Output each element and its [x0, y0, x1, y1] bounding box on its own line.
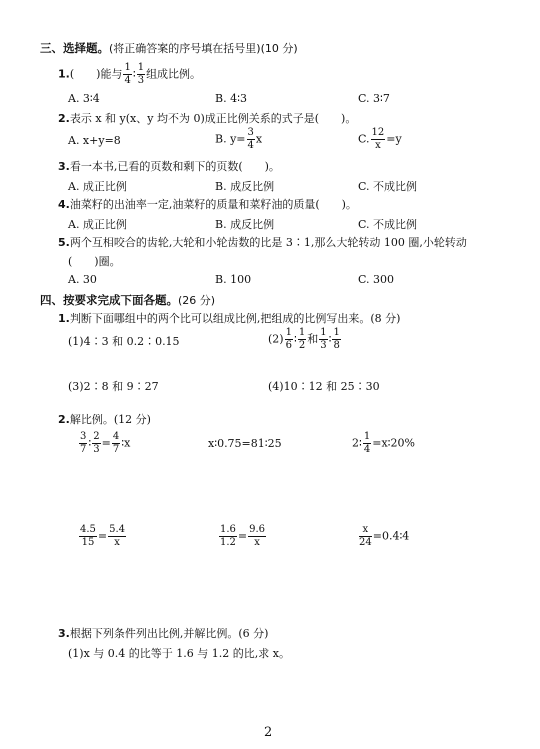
q1-option-c: C. 3∶7 [358, 92, 390, 105]
equation-2: x∶0.75=81∶25 [208, 437, 282, 450]
page-number: 2 [264, 725, 273, 740]
question-4 [58, 196, 357, 212]
question-3 [58, 158, 280, 174]
q3-option-c: C. 不成比例 [358, 180, 418, 193]
question-text: 表示 x 和 y(x、y 均不为 0)成正比例关系的式子是( )。 [69, 112, 357, 125]
q1-option-b: B. 4∶3 [215, 92, 247, 105]
q3-option-b: B. 成反比例 [215, 180, 275, 193]
fraction-x-24: $\frac{x}{24}$ [359, 524, 372, 548]
question-5 [58, 234, 467, 250]
fraction-12-x: $\frac{12}{x}$ [371, 127, 385, 151]
section-4-score: (26 分) [178, 294, 216, 307]
fraction-1.6-1.2: $\frac{1.6}{1.2}$ [220, 524, 236, 548]
part-text: 解比例。(12 分) [69, 413, 151, 426]
part-number: 1. [58, 312, 70, 325]
equals: = [101, 436, 111, 450]
colon: ∶ [88, 436, 92, 450]
q4-option-c: C. 不成比例 [358, 218, 418, 231]
question-number: 2. [58, 112, 70, 125]
q1-text-a: 能与 [100, 67, 123, 81]
question-1 [58, 63, 201, 86]
equation-5 [218, 525, 267, 548]
question-5-line2: ( )圈。 [68, 255, 121, 268]
question-number: 1. [58, 67, 70, 81]
part-1-item-4: (4)10∶12 和 25∶30 [268, 380, 380, 393]
question-2 [58, 110, 356, 126]
question-number: 5. [58, 236, 70, 249]
q2-option-a: A. x+y=8 [68, 134, 121, 147]
q2-option-b [215, 128, 262, 151]
q4-option-b: B. 成反比例 [215, 218, 275, 231]
colon: ∶ [293, 332, 297, 346]
fraction-5.4-x: $\frac{5.4}{x}$ [109, 524, 126, 548]
fraction-1-3: $\frac{1}{3}$ [137, 62, 145, 86]
q1-option-a: A. 3∶4 [68, 92, 100, 105]
part-3 [58, 625, 268, 641]
q3-option-a: A. 成正比例 [68, 180, 127, 193]
equals: = [97, 529, 108, 543]
section-3-heading [40, 40, 298, 56]
part-3-item-1: (1)x 与 0.4 的比等于 1.6 与 1.2 的比,求 x。 [68, 647, 290, 660]
q5-option-c: C. 300 [358, 273, 395, 286]
q2-c-pre: C. [358, 132, 370, 146]
question-number: 4. [58, 198, 70, 211]
and-text: 和 [307, 332, 319, 346]
section-3-note: (将正确答案的序号填在括号里)(10 分) [109, 42, 298, 55]
equation-tail: =0.4∶4 [372, 529, 410, 543]
fraction-3-7: $\frac{3}{7}$ [80, 431, 87, 455]
question-number: 3. [58, 160, 70, 173]
equation-tail: ∶x [121, 436, 131, 450]
equation-1 [78, 432, 130, 455]
part-number: 3. [58, 627, 70, 640]
section-3-title: 三、选择题。 [40, 41, 109, 55]
q2-b-pre: B. y= [215, 132, 246, 146]
q4-option-a: A. 成正比例 [68, 218, 127, 231]
q2-option-c [358, 128, 402, 151]
section-4-title: 四、按要求完成下面各题。 [40, 293, 178, 307]
answer-blank: ( ) [69, 67, 101, 81]
question-text: 两个互相咬合的齿轮,大轮和小轮齿数的比是 3∶1,那么大轮转动 100 圈,小轮转动 [69, 236, 467, 249]
fraction-2-3: $\frac{2}{3}$ [93, 431, 100, 455]
equation-4 [78, 525, 127, 548]
part-2 [58, 411, 151, 427]
q1-text-b: 组成比例。 [146, 67, 202, 81]
fraction-1-8: $\frac{1}{8}$ [333, 327, 340, 351]
equation-head: 2∶ [352, 436, 362, 450]
part-text: 根据下列条件列出比例,并解比例。(6 分) [69, 627, 269, 640]
fraction-3-4: $\frac{3}{4}$ [247, 127, 254, 151]
fraction-1-3: $\frac{1}{3}$ [320, 327, 327, 351]
question-text: 油菜籽的出油率一定,油菜籽的质量和菜籽油的质量( )。 [69, 198, 357, 211]
fraction-1-4: $\frac{1}{4}$ [363, 431, 371, 455]
equals: = [237, 529, 248, 543]
part-1-item-1: (1)4∶3 和 0.2∶0.15 [68, 335, 180, 348]
equation-6 [358, 525, 409, 548]
q2-b-post: x [255, 132, 263, 146]
q5-option-a: A. 30 [68, 273, 97, 286]
part-text: 判断下面哪组中的两个比可以组成比例,把组成的比例写出来。(8 分) [69, 312, 401, 325]
fraction-9.6-x: $\frac{9.6}{x}$ [249, 524, 266, 548]
colon: ∶ [328, 332, 332, 346]
colon: ∶ [132, 67, 136, 81]
fraction-1-6: $\frac{1}{6}$ [285, 327, 292, 351]
question-text: 看一本书,已看的页数和剩下的页数( )。 [69, 160, 280, 173]
fraction-4-7: $\frac{4}{7}$ [112, 431, 120, 455]
equation-tail: =x∶20% [372, 436, 415, 450]
part-1 [58, 310, 400, 326]
fraction-4.5-15: $\frac{4.5}{15}$ [80, 524, 96, 548]
q2-c-post: =y [386, 132, 402, 146]
q5-option-b: B. 100 [215, 273, 252, 286]
item-label: (2) [268, 332, 284, 346]
equation-3 [352, 432, 415, 455]
section-4-heading [40, 292, 215, 308]
part-1-item-2 [268, 328, 342, 351]
fraction-1-4: $\frac{1}{4}$ [124, 62, 131, 86]
fraction-1-2: $\frac{1}{2}$ [298, 327, 306, 351]
part-number: 2. [58, 413, 70, 426]
part-1-item-3: (3)2∶8 和 9∶27 [68, 380, 159, 393]
